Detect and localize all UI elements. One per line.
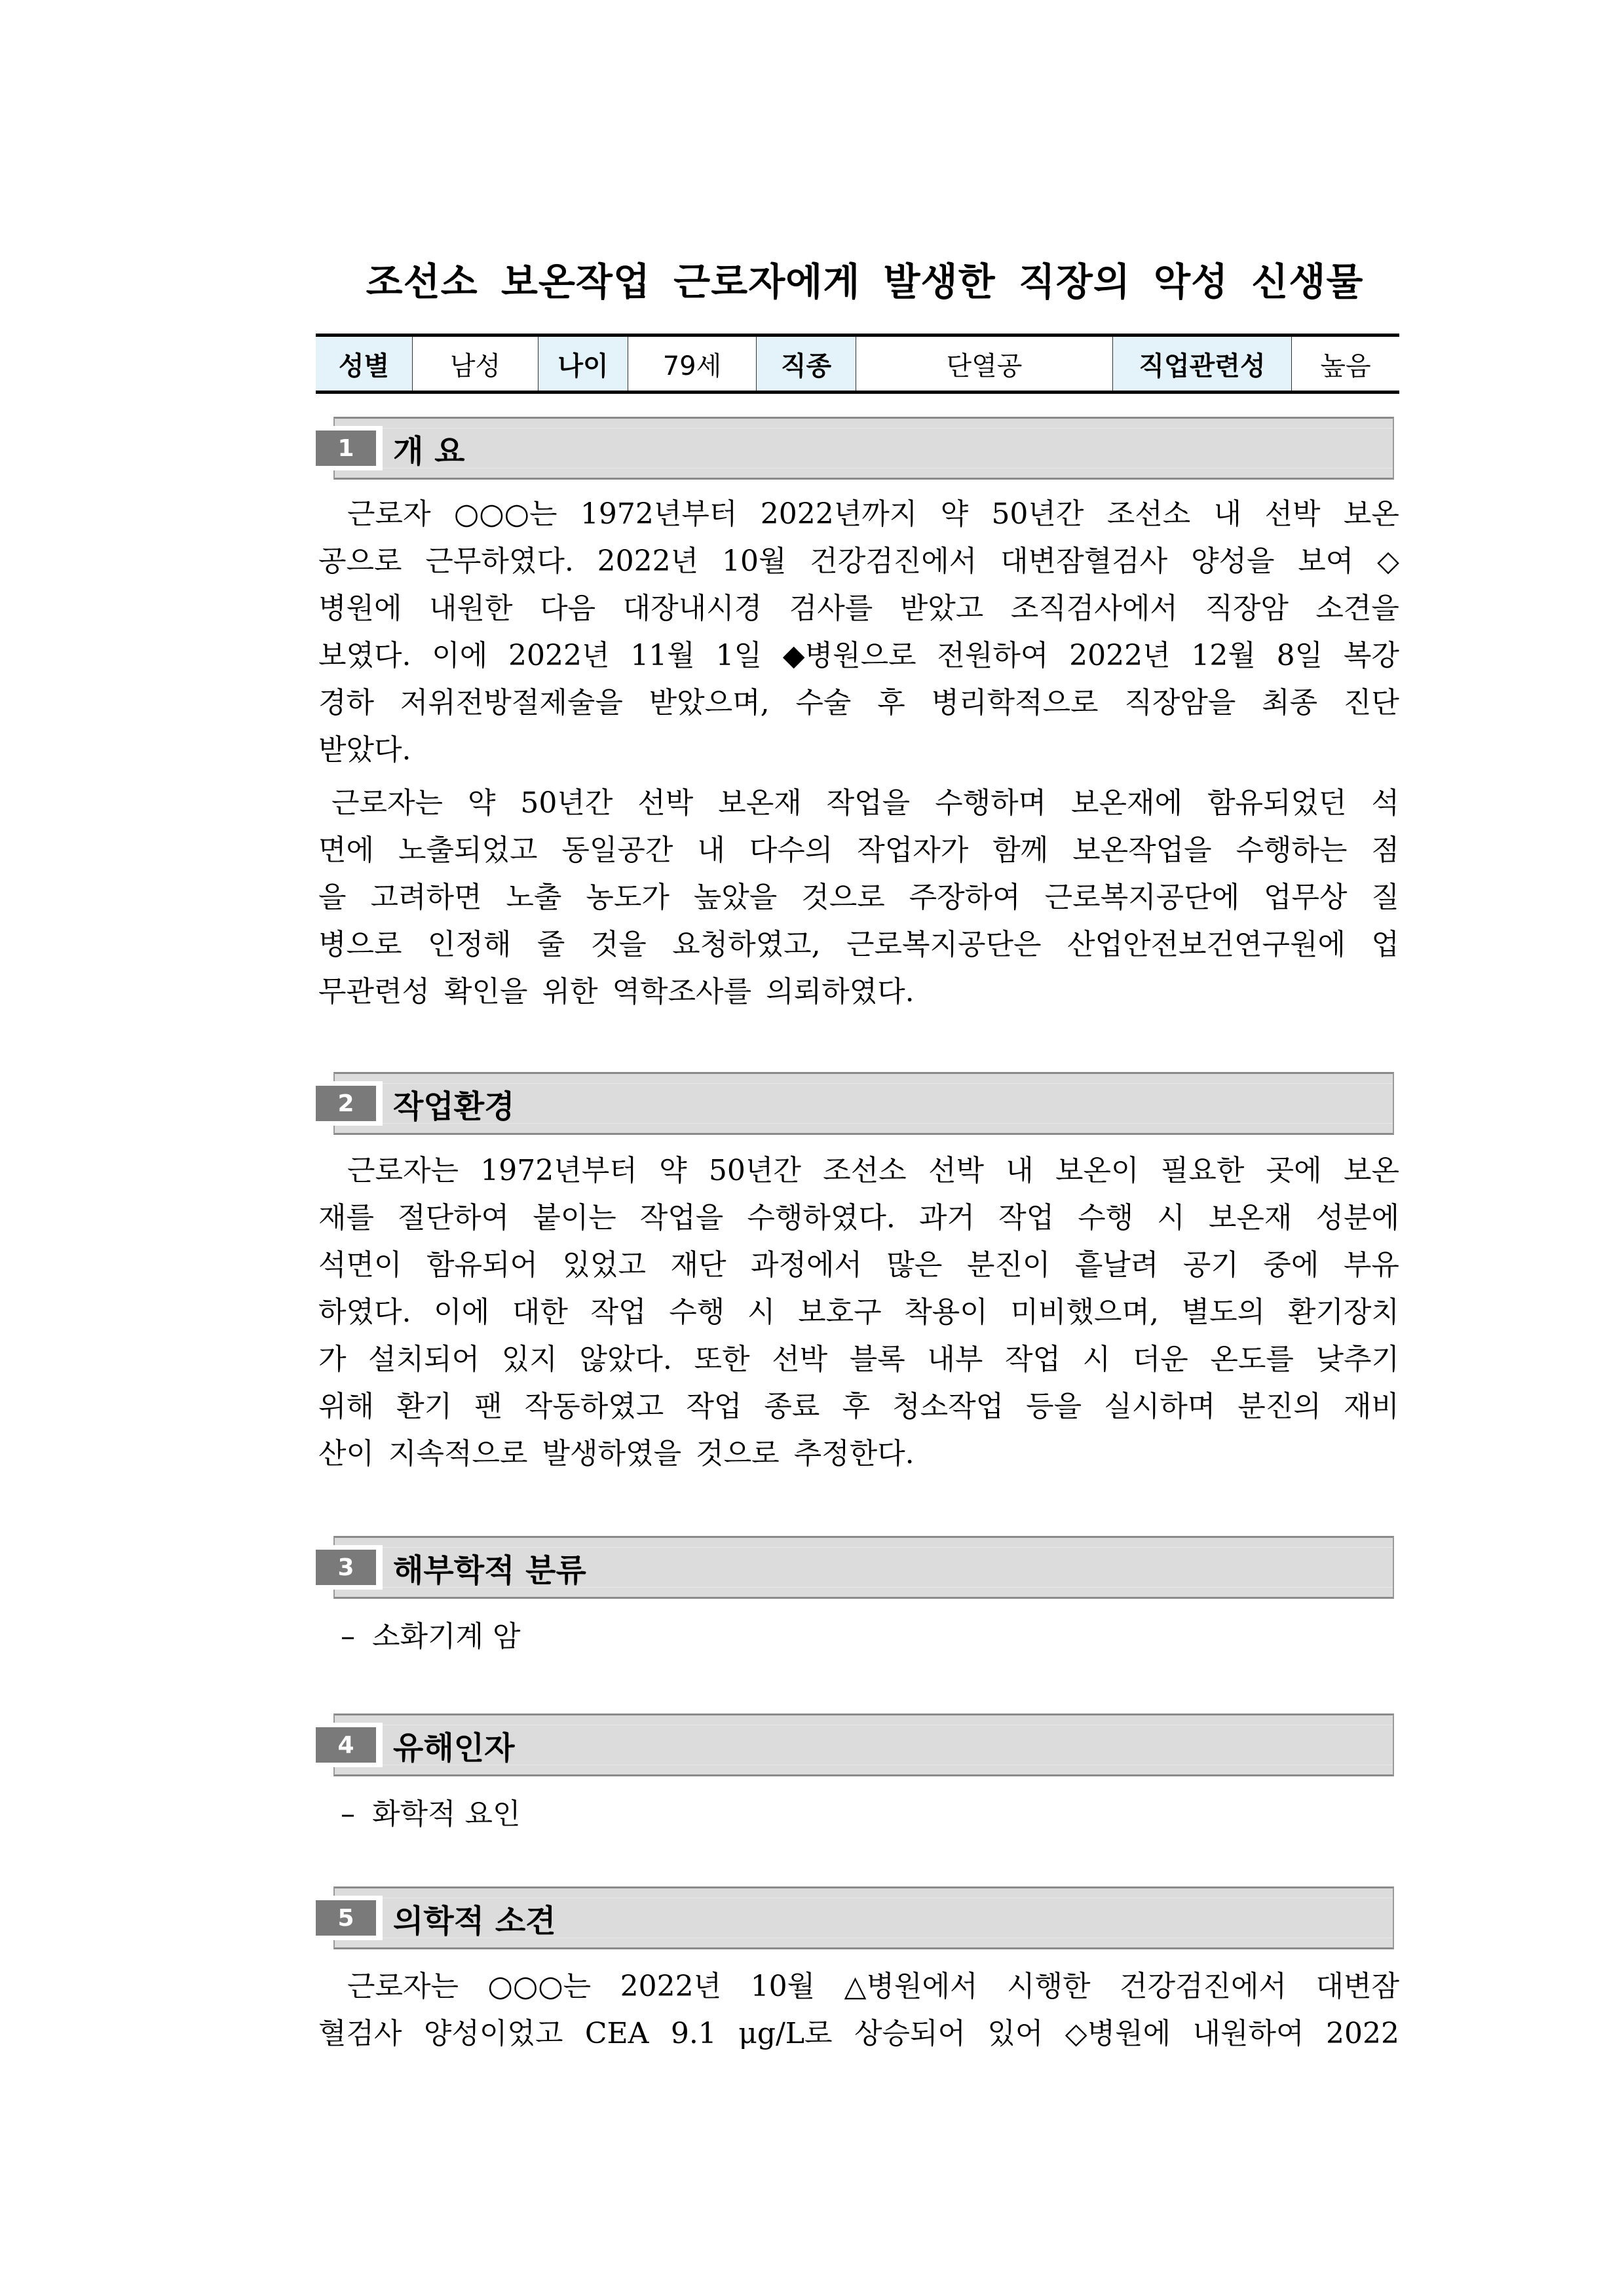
info-label-sex: 성별 (316, 337, 413, 391)
info-value-job: 단열공 (856, 337, 1113, 391)
paragraph-line: 경하 저위전방절제술을 받았으며, 수술 후 병리학적으로 직장암을 최종 진단 (318, 686, 1399, 719)
info-label-job: 직종 (757, 337, 856, 391)
paragraph-line: 가 설치되어 있지 않았다. 또한 선박 블록 내부 작업 시 더운 온도를 낮추기 (318, 1343, 1399, 1376)
paragraph-line: 근로자는 약 50년간 선박 보온재 작업을 수행하며 보온재에 함유되었던 석 (331, 786, 1399, 820)
dash-icon: – (341, 1797, 355, 1831)
section-header-bar (333, 417, 1394, 480)
info-value-relevance: 높음 (1320, 351, 1371, 381)
info-value-sex: 남성 (413, 337, 538, 391)
paragraph-line: 보였다. 이에 2022년 11월 1일 ◆병원으로 전원하여 2022년 12월 8일 복강 (318, 639, 1399, 672)
section-number-badge: 3 (312, 1545, 383, 1590)
paragraph-line: 병원에 내원한 다음 대장내시경 검사를 받았고 조직검사에서 직장암 소견을 (318, 592, 1399, 625)
section-title: 개 요 (393, 432, 465, 470)
paragraph-line: 을 고려하면 노출 농도가 높았을 것으로 주장하여 근로복지공단에 업무상 질 (318, 881, 1399, 914)
document-title: 조선소 보온작업 근로자에게 발생한 직장의 악성 신생물 (366, 259, 1364, 304)
paragraph-line: 위해 환기 팬 작동하였고 작업 종료 후 청소작업 등을 실시하며 분진의 재비 (318, 1390, 1399, 1423)
paragraph-line: 병으로 인정해 줄 것을 요청하였고, 근로복지공단은 산업안전보건연구원에 업 (318, 928, 1399, 961)
bullet-item: – 소화기계 암 (341, 1616, 521, 1658)
info-value-age: 79세 (628, 337, 757, 391)
section-number-badge: 4 (312, 1723, 383, 1767)
section-number-badge: 1 (312, 426, 383, 470)
paragraph-line: 면에 노출되었고 동일공간 내 다수의 작업자가 함께 보온작업을 수행하는 점 (318, 833, 1399, 867)
paragraph-line: 석면이 함유되어 있었고 재단 과정에서 많은 분진이 흩날려 공기 중에 부유 (318, 1248, 1399, 1282)
paragraph-line: 재를 절단하여 붙이는 작업을 수행하였다. 과거 작업 수행 시 보온재 성분에 (318, 1201, 1399, 1234)
dash-icon: – (341, 1620, 355, 1653)
paragraph-line: 산이 지속적으로 발생하였을 것으로 추정한다. (318, 1437, 915, 1470)
section-title: 해부학적 분류 (393, 1552, 586, 1589)
section-title: 작업환경 (393, 1088, 515, 1125)
paragraph-line: 받았다. (318, 733, 411, 767)
paragraph-line: 무관련성 확인을 위한 역학조사를 의뢰하였다. (318, 975, 915, 1008)
section-title: 유해인자 (393, 1729, 515, 1767)
section-number-badge: 5 (312, 1896, 383, 1940)
info-label-age: 나이 (538, 337, 628, 391)
info-label-relevance: 직업관련성 (1113, 337, 1292, 391)
paragraph-line: 공으로 근무하였다. 2022년 10월 건강검진에서 대변잠혈검사 양성을 보여 ◇ (318, 545, 1399, 578)
paragraph-line: 근로자는 1972년부터 약 50년간 조선소 선박 내 보온이 필요한 곳에 보온 (347, 1154, 1399, 1187)
paragraph-line: 혈검사 양성이었고 CEA 9.1 μg/L로 상승되어 있어 ◇병원에 내원하여 2022 (318, 2017, 1399, 2050)
section-title: 의학적 소견 (393, 1902, 556, 1940)
paragraph-line: 하였다. 이에 대한 작업 수행 시 보호구 착용이 미비했으며, 별도의 환기장치 (318, 1295, 1399, 1329)
info-table (316, 334, 1399, 394)
bullet-item: – 화학적 요인 (341, 1793, 521, 1835)
paragraph-line: 근로자는 ○○○는 2022년 10월 △병원에서 시행한 건강검진에서 대변잠 (347, 1970, 1399, 2003)
paragraph-line: 근로자 ○○○는 1972년부터 2022년까지 약 50년간 조선소 내 선박 보온 (347, 497, 1399, 531)
section-number-badge: 2 (312, 1081, 383, 1126)
